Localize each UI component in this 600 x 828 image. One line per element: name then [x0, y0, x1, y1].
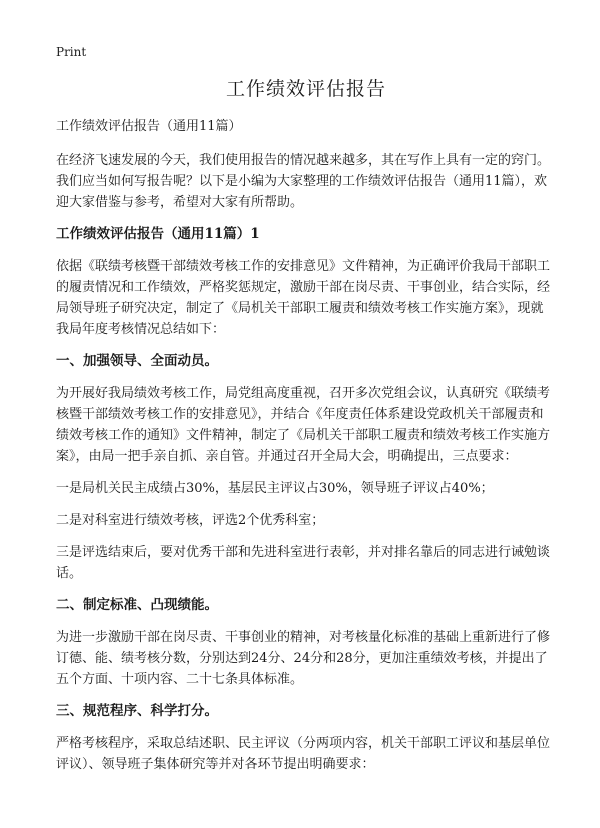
body-paragraph: 严格考核程序，采取总结述职、民主评议（分两项内容，机关干部职工评议和基层单位评议）、领导班子集体研究等并对各环节提出明确要求：: [56, 736, 551, 772]
body-paragraph: 一是局机关民主成绩占30%，基层民主评议占30%，领导班子评议占40%；: [56, 481, 494, 496]
body-paragraph: 三是评选结束后，要对优秀干部和先进科室进行表彰，并对排名靠后的同志进行诫勉谈话。: [56, 545, 551, 581]
print-link[interactable]: Print: [56, 45, 87, 59]
section-heading-4: 三、规范程序、科学打分。: [56, 703, 218, 719]
section-heading-3: 二、制定标准、凸现绩能。: [56, 597, 218, 613]
body-paragraph: 二是对科室进行绩效考核，评选2个优秀科室；: [56, 513, 325, 528]
document-page: [56, 44, 556, 786]
section-heading-2: 一、加强领导、全面动员。: [56, 353, 218, 369]
intro-paragraph: 在经济飞速发展的今天，我们使用报告的情况越来越多，其在写作上具有一定的窍门。我们应当如何写报告呢？以下是小编为大家整理的工作绩效评估报告（通用11篇），欢迎大家借鉴与参考，希望对大家有所帮助。: [56, 153, 551, 210]
section-heading-1: 工作绩效评估报告（通用11篇）1: [56, 226, 260, 242]
body-paragraph: 为进一步激励干部在岗尽责、干事创业的精神，对考核量化标准的基础上重新进行了修订德、能、绩考核分数，分别达到24分、24分和28分，更加注重绩效考核，并提出了五个方面、十项内容、二十七条具体标准。: [56, 630, 551, 687]
document-subtitle: 工作绩效评估报告（通用11篇）: [56, 119, 242, 134]
body-paragraph: 为开展好我局绩效考核工作，局党组高度重视，召开多次党组会议，认真研究《联绩考核暨干部绩效考核工作的安排意见》，并结合《年度责任体系建设党政机关干部履责和绩效考核工作的通知》文件精神，制定了《局机关干部职工履责和绩效考核工作实施方案》，由局一把手亲自抓、亲自管。并通过召开全局大会，明确提出，三点要求：: [56, 386, 551, 464]
page-title: 工作绩效评估报告: [225, 78, 386, 100]
document-body: [56, 150, 556, 775]
body-paragraph: 依据《联绩考核暨干部绩效考核工作的安排意见》文件精神，为正确评价我局干部职工的履责情况和工作绩效，严格奖惩规定，激励干部在岗尽责、干事创业，结合实际，经局领导班子研究决定，制定了《局机关干部职工履责和绩效考核工作实施方案》，现就我局年度考核情况总结如下：: [56, 259, 551, 337]
